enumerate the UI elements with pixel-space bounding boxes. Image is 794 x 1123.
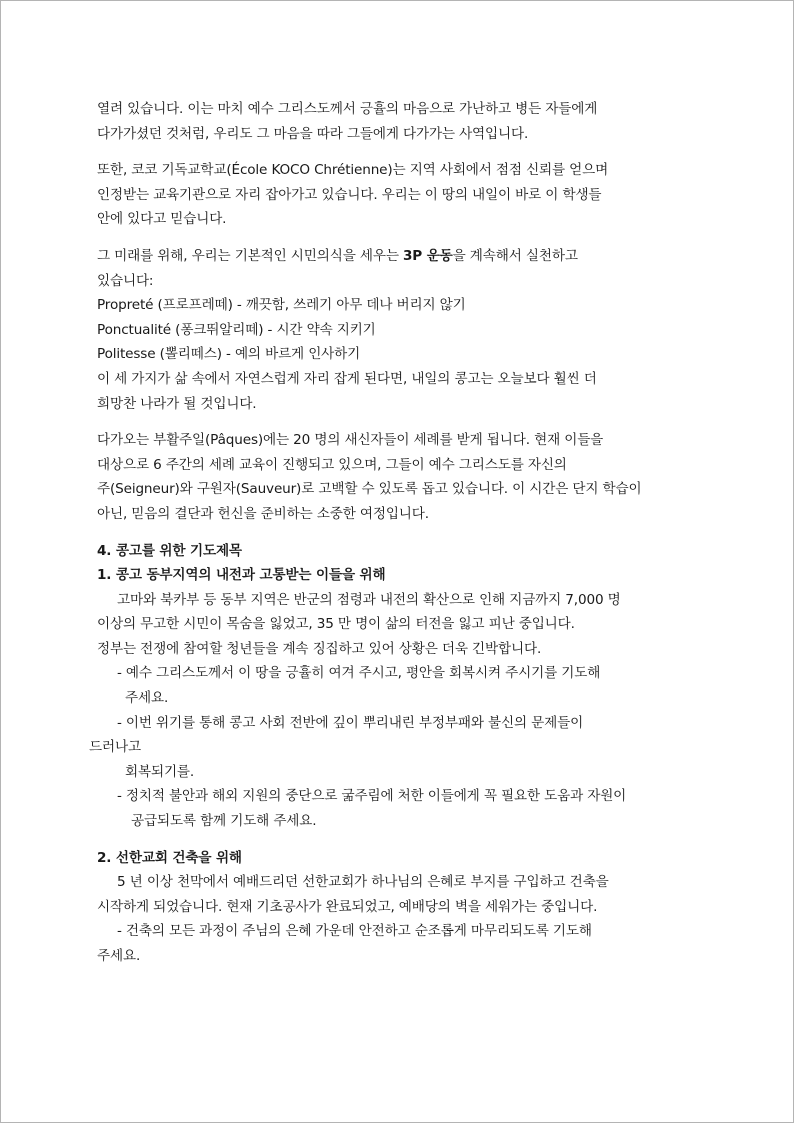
text-line: 이상의 무고한 시민이 목숨을 잃었고, 35 만 명이 삶의 터전을 잃고 피난 중입니다. (97, 616, 575, 633)
3p-movement-label: 3P 운동 (402, 247, 453, 264)
prayer-item: - 예수 그리스도께서 이 땅을 긍휼히 여겨 주시고, 평안을 회복시켜 주시기를 기도해 (117, 665, 601, 682)
list-item-politesse: Politesse (뽈리떼스) - 예의 바르게 인사하기 (97, 346, 361, 363)
intro-text: 그 미래를 위해, 우리는 기본적인 시민의식을 세우는 (97, 247, 403, 264)
text-line: 다가오는 부활주일(Pâques)에는 20 명의 새신자들이 세례를 받게 됩니다. 현재 이들을 (97, 432, 604, 449)
text-line: 이 세 가지가 삶 속에서 자연스럽게 자리 잡게 된다면, 내일의 콩고는 오늘보다 훨씬 더 (97, 370, 597, 387)
topic-title: 2. 선한교회 건축을 위해 (97, 849, 242, 866)
prayer-item: - 정치적 불안과 해외 지원의 중단으로 굶주림에 처한 이들에게 꼭 필요한 도움과 자원이 (117, 788, 627, 805)
text-line: 아닌, 믿음의 결단과 헌신을 준비하는 소중한 여정입니다. (97, 505, 429, 522)
text-line: 주(Seigneur)와 구원자(Sauveur)로 고백할 수 있도록 돕고 있습니다. 이 시간은 단지 학습이 (97, 481, 642, 498)
topic-title: 1. 콩고 동부지역의 내전과 고통받는 이들을 위해 (97, 567, 386, 584)
prayer-item: - 건축의 모든 과정이 주님의 은혜 가운데 안전하고 순조롭게 마무리되도록 기도해 (117, 923, 592, 940)
paragraph-ministry (97, 97, 707, 146)
text-line: 다가가셨던 것처럼, 우리도 그 마음을 따라 그들에게 다가가는 사역입니다. (97, 125, 529, 142)
text-line: 5 년 이상 천막에서 예배드리던 선한교회가 하나님의 은혜로 부지를 구입하고 건축을 (117, 874, 609, 891)
prayer-item-cont: 회복되기를. (125, 763, 195, 780)
text-line: 희망찬 나라가 될 것입니다. (97, 395, 257, 412)
prayer-item-cont: 주세요. (125, 690, 169, 707)
list-item-proprete: Propreté (프로프레떼) - 깨끗함, 쓰레기 아무 데나 버리지 않기 (97, 297, 466, 314)
prayer-item-cont: 주세요. (97, 948, 141, 964)
text-line: 안에 있다고 믿습니다. (97, 211, 227, 228)
text-line: 정부는 전쟁에 참여할 청년들을 계속 징집하고 있어 상황은 더욱 긴박합니다. (97, 640, 542, 657)
prayer-item-cont: 공급되도록 함께 기도해 주세요. (131, 813, 317, 830)
prayer-item-cont: 드러나고 (89, 739, 141, 756)
text-line: 고마와 북카부 등 동부 지역은 반군의 점령과 내전의 확산으로 인해 지금까지 7,000 명 (117, 591, 621, 608)
paragraph-school (97, 158, 707, 232)
text-line: 있습니다: (97, 272, 154, 289)
text-line: 또한, 코코 기독교학교(École KOCO Chrétienne)는 지역 사회에서 점점 신뢰를 얻으며 (97, 162, 609, 179)
section-prayer-topics (89, 539, 707, 969)
text-line (97, 244, 707, 269)
text-line: 열려 있습니다. 이는 마치 예수 그리스도께서 긍휼의 마음으로 가난하고 병든 자들에게 (97, 101, 598, 117)
paragraph-3p-movement (97, 244, 707, 416)
prayer-item: - 이번 위기를 통해 콩고 사회 전반에 깊이 뿌리내린 부정부패와 불신의 문제들이 (117, 714, 584, 731)
list-item-ponctualite: Ponctualité (퐁크뛰알리떼) - 시간 약속 지키기 (97, 321, 376, 338)
document-body (89, 97, 707, 969)
intro-text-end: 을 계속해서 실천하고 (452, 247, 578, 264)
text-line: 인정받는 교육기관으로 자리 잡아가고 있습니다. 우리는 이 땅의 내일이 바로 이 학생들 (97, 186, 602, 203)
section-heading: 4. 콩고를 위한 기도제목 (97, 542, 242, 559)
text-line: 대상으로 6 주간의 세례 교육이 진행되고 있으며, 그들이 예수 그리스도를 자신의 (97, 456, 567, 473)
paragraph-baptism (97, 428, 707, 526)
text-line: 시작하게 되었습니다. 현재 기초공사가 완료되었고, 예배당의 벽을 세워가는 중입니다. (97, 898, 598, 915)
